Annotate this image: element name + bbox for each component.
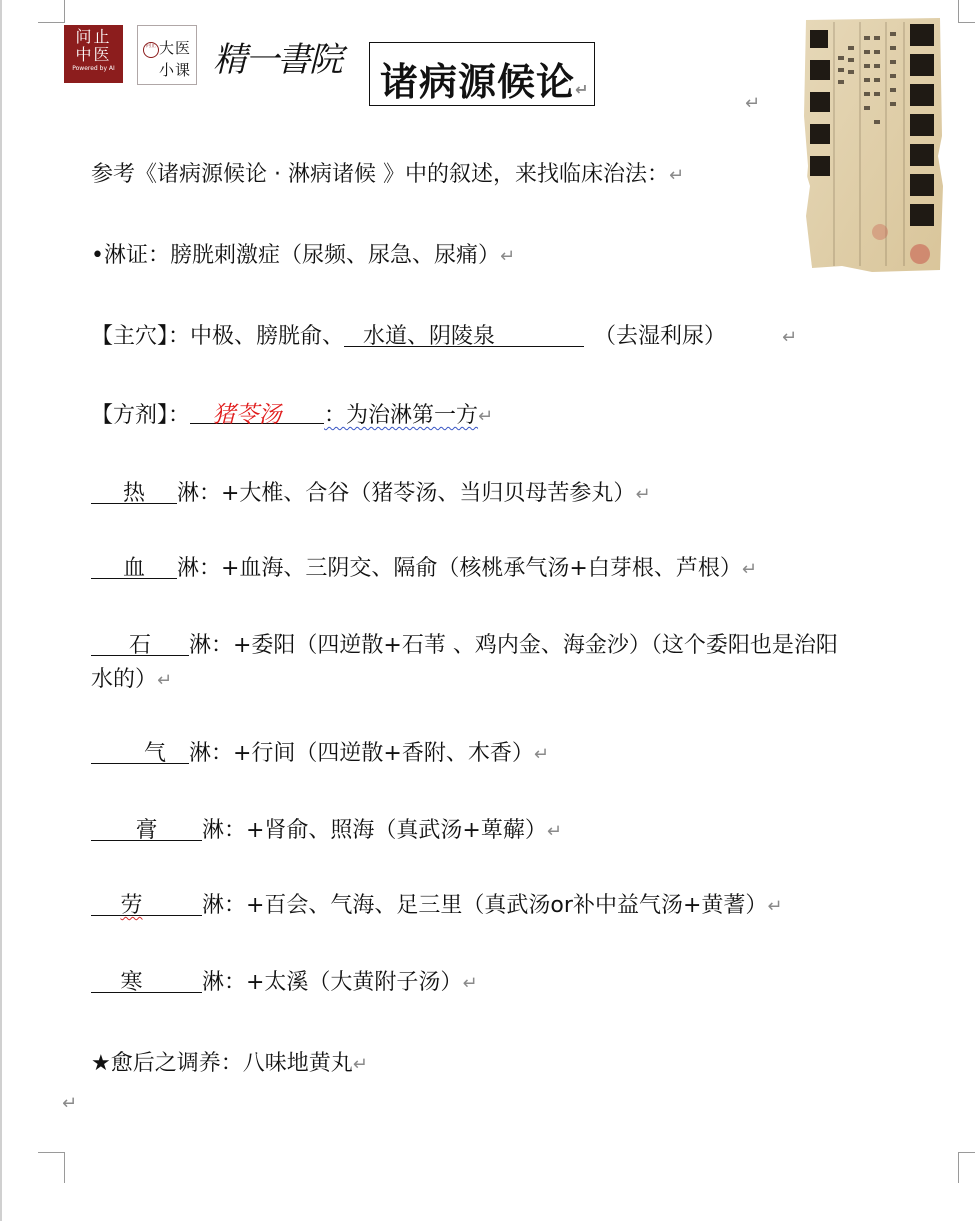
page-edge bbox=[0, 0, 2, 1221]
shi-lin-line: 石 淋：+委阳（四逆散+石苇 、鸡内金、海金沙）（这个委阳也是治阳 bbox=[91, 628, 838, 659]
fill-blank: 劳 bbox=[91, 888, 202, 916]
gao-lin-line: 膏 淋：+肾俞、照海（真武汤+萆薢）↵ bbox=[91, 813, 562, 844]
crop-mark-bottom-right bbox=[958, 1152, 975, 1183]
jingyi-shuyuan-logo: 精一書院 bbox=[213, 40, 341, 80]
xue-lin-line: 血 淋：+血海、三阴交、隔俞（核桃承气汤+白芽根、芦根）↵ bbox=[91, 551, 757, 582]
logo-text: 中医 bbox=[75, 45, 112, 64]
crop-mark-top-left bbox=[38, 0, 65, 23]
han-lin-line: 寒 淋：+太溪（大黄附子汤）↵ bbox=[91, 965, 478, 996]
page-title: 诸病源候论↵ bbox=[380, 60, 590, 104]
fill-blank: 寒 bbox=[91, 965, 202, 993]
dayi-xiaoke-logo bbox=[137, 25, 197, 85]
logo-text: 大医 bbox=[159, 39, 192, 57]
return-mark: ↵ bbox=[745, 93, 761, 114]
fill-blank: 猪苓汤 bbox=[190, 396, 324, 424]
logo-text: 问止 bbox=[75, 27, 112, 46]
seal-icon: 问止 bbox=[143, 42, 159, 58]
crop-mark-top-right bbox=[958, 0, 975, 23]
lao-lin-line: 劳 淋：+百会、气海、足三里（真武汤or补中益气汤+黄蓍）↵ bbox=[91, 888, 782, 919]
fill-blank: 热 bbox=[91, 476, 177, 504]
ancient-book-image bbox=[802, 16, 944, 272]
zhuxue-line: 【主穴】：中极、膀胱俞、 水道、阴陵泉 （去湿利尿） ↵ bbox=[91, 319, 797, 350]
logo-text: 小课 bbox=[159, 61, 192, 79]
intro-line: 参考《诸病源候论 · 淋病诸候 》中的叙述，来找临床治法：↵ bbox=[91, 162, 685, 187]
fangji-line: 【方剂】： 猪苓汤 ：为治淋第一方↵ bbox=[91, 396, 493, 429]
shi-lin-line-cont: 水的）↵ bbox=[91, 667, 173, 692]
lin-zheng-line: •淋证：膀胱刺激症（尿频、尿急、尿痛）↵ bbox=[91, 243, 516, 268]
re-lin-line: 热 淋：+大椎、合谷（猪苓汤、当归贝母苦参丸）↵ bbox=[91, 476, 651, 507]
fill-blank: 石 bbox=[91, 628, 189, 656]
aftercare-line: ★愈后之调养：八味地黄丸↵ bbox=[91, 1051, 368, 1076]
return-mark: ↵ bbox=[62, 1093, 78, 1114]
logo-subtext: Powered by AI bbox=[72, 65, 115, 72]
wenzhi-logo bbox=[64, 25, 123, 83]
fill-blank: 水道、阴陵泉 bbox=[344, 319, 584, 347]
fill-blank: 膏 bbox=[91, 813, 202, 841]
fill-blank: 气 bbox=[91, 736, 189, 764]
fill-blank: 血 bbox=[91, 551, 177, 579]
qi-lin-line: 气 淋：+行间（四逆散+香附、木香）↵ bbox=[91, 736, 549, 767]
crop-mark-bottom-left bbox=[38, 1152, 65, 1183]
